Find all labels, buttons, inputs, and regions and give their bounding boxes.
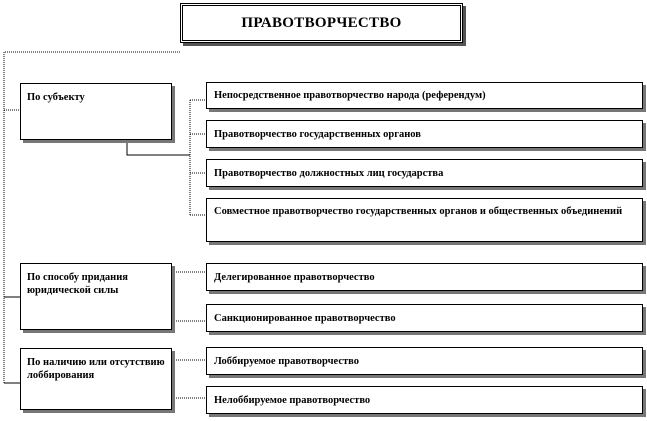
category-by-legal-force: По способу придания юридической силы [20, 263, 172, 330]
diagram-title: ПРАВОТВОРЧЕСТВО [180, 3, 463, 43]
item-state-bodies-lawmaking: Правотворчество государственных органов [206, 120, 643, 148]
item-sanctioned-lawmaking: Санкционированное правотворчество [206, 304, 643, 332]
item-officials-lawmaking: Правотворчество должностных лиц государства [206, 159, 643, 187]
item-joint-lawmaking: Совместное правотворчество государственных органов и общественных объединений [206, 198, 643, 242]
category-by-subject: По субъекту [20, 83, 172, 140]
category-by-lobbying: По наличию или отсутствию лоббирования [20, 348, 172, 410]
item-lobbied-lawmaking: Лоббируемое правотворчество [206, 347, 643, 375]
item-non-lobbied-lawmaking: Нелоббируемое правотворчество [206, 386, 643, 414]
item-direct-lawmaking: Непосредственное правотворчество народа (референдум) [206, 82, 643, 109]
item-delegated-lawmaking: Делегированное правотворчество [206, 263, 643, 291]
